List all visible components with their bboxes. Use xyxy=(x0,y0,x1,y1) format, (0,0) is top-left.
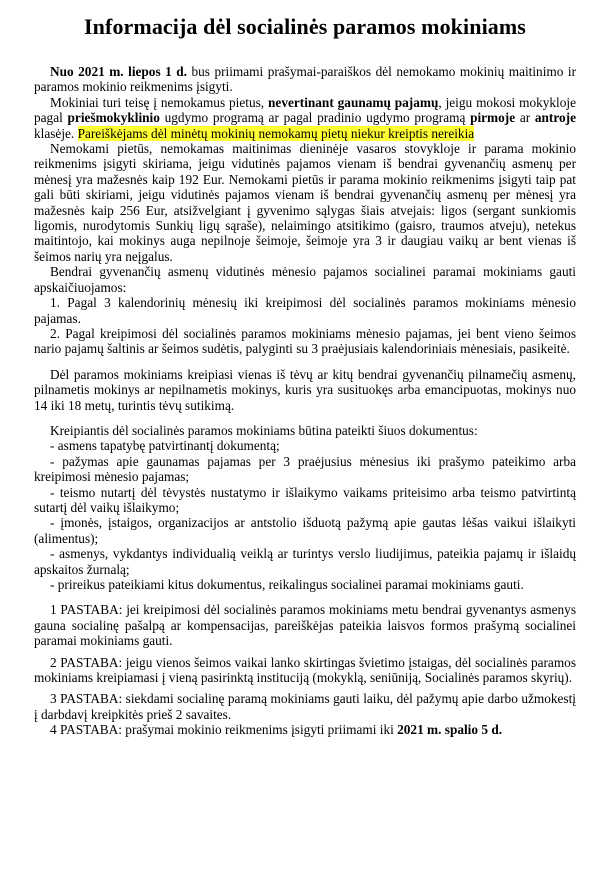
intro-paragraph-2: Mokiniai turi teisę į nemokamus pietus, nevertinant gaunamų pajamų, jeigu mokosi mokykloje pagal priešmokyklinio ugdymo programą ar pagal pradinio ugdymo programą pirmoje ar antroje klasėje. Pareiškėjams dėl minėtų mokinių nemokamų pietų niekur kreiptis nereikia xyxy=(34,94,576,141)
income-method-2: 2. Pagal kreipimosi dėl socialinės paramos mokiniams mėnesio pajamas, jei bent vieno šeimos nario pajamų šaltinis ar šeimos sudėtis, palyginti su 3 praėjusiais kalendoriniais mėnesiais, pasikeitė. xyxy=(34,325,576,357)
note-1: 1 PASTABA: jei kreipimosi dėl socialinės paramos mokiniams metu bendrai gyvenantys asmenys gauna socialinę pašalpą ar kompensacijas, pareiškėjas pateikia laisvos formos prašymą socialinei paramai mokiniams gauti. xyxy=(34,602,576,649)
document-item: - įmonės, įstaigos, organizacijos ar antstolio išduotą pažymą apie gautas lėšas vaikui išlaikyti (alimentus); xyxy=(34,515,576,546)
document-item: - asmens tapatybę patvirtinantį dokumentą; xyxy=(50,438,280,454)
start-date: Nuo 2021 m. liepos 1 d. xyxy=(50,64,187,79)
highlighted-text: Pareiškėjams dėl minėtų mokinių nemokamų pietų niekur kreiptis nereikia xyxy=(77,125,475,141)
applicant-paragraph: Dėl paramos mokiniams kreipiasi vienas iš tėvų ar kitų bendrai gyvenančių pilnamečių asmenų, pilnametis mokinys ar nepilnametis mokinys, kuris yra susituokęs arba emancipuotas, mokinys nuo 14 iki 18 metų, turintis tėvų sutikimą. xyxy=(34,366,576,413)
eligibility-paragraph: Nemokami pietūs, nemokamas maitinimas dieninėje vasaros stovykloje ir parama mokinio reikmenims įsigyti skiriama, jeigu vidutinės pajamos vienam iš bendrai gyvenančių asmenų per mėnesį yra mažesnės kaip 192 Eur. Nemokami pietūs ir parama mokinio reikmenims įsigyti taip pat gali būti skiriami, jeigu vidutinės pajamos vienam iš bendrai gyvenančių asmenų per mėnesį yra mažesnės kaip 256 Eur, atsižvelgiant į gyvenimo sąlygas šiais atvejais: ligos (sergant sunkiomis ligomis, nurodytomis Sunkių ligų sąraše), nelaimingo atsitikimo (gaisro, traumos atveju), netekus maitintojo, kai mokinys auga nepilnoje šeimoje, šeimoje yra 3 ir daugiau vaikų ar bent vienas iš šeimos narių yra neįgalus. xyxy=(34,141,576,264)
intro-paragraph-1: Nuo 2021 m. liepos 1 d. bus priimami prašymai-paraiškos dėl nemokamo mokinių maitinimo ir paramos mokinio reikmenims įsigyti. xyxy=(34,64,577,95)
document-item: - pažymas apie gaunamas pajamas per 3 praėjusius mėnesius iki prašymo pateikimo arba kreipimosi mėnesio pajamas; xyxy=(34,453,576,485)
document-item: - prireikus pateikiami kitus dokumentus, reikalingus socialinei paramai mokiniams gauti. xyxy=(50,577,524,592)
page-title: Informacija dėl socialinės paramos mokiniams xyxy=(84,14,526,39)
document-item: - asmenys, vykdantys individualią veiklą ar turintys verslo liudijimus, pateikia pajamų ir išlaidų apskaitos žurnalą; xyxy=(34,546,576,577)
income-method-1: 1. Pagal 3 kalendorinių mėnesių iki kreipimosi dėl socialinės paramos mokiniams mėnesio pajamas. xyxy=(34,295,576,326)
income-calculation-paragraph: Bendrai gyvenančių asmenų vidutinės mėnesio pajamos socialinei paramai mokiniams gauti apskaičiuojamos: xyxy=(34,264,576,295)
note-3: 3 PASTABA: siekdami socialinę paramą mokiniams gauti laiku, dėl pažymų apie darbo užmokestį į darbdavį kreipkitės prieš 2 savaites. xyxy=(34,691,576,722)
deadline-date: 2021 m. spalio 5 d. xyxy=(397,722,503,738)
note-4: 4 PASTABA: prašymai mokinio reikmenims įsigyti priimami iki 2021 m. spalio 5 d. xyxy=(50,722,503,738)
document-item: - teismo nutartį dėl tėvystės nustatymo ir išlaikymo vaikams priteisimo arba teismo patvirtintą sutartį dėl vaikų išlaikymo; xyxy=(34,484,576,515)
documents-intro: Kreipiantis dėl socialinės paramos mokiniams būtina pateikti šiuos dokumentus: xyxy=(50,422,478,438)
note-2: 2 PASTABA: jeigu vienos šeimos vaikai lanko skirtingas švietimo įstaigas, dėl socialinės paramos mokiniams kreipiamasi į vieną pasirinktą instituciją (mokyklą, seniūniją, Socialinės paramos skyrių). xyxy=(34,654,576,686)
